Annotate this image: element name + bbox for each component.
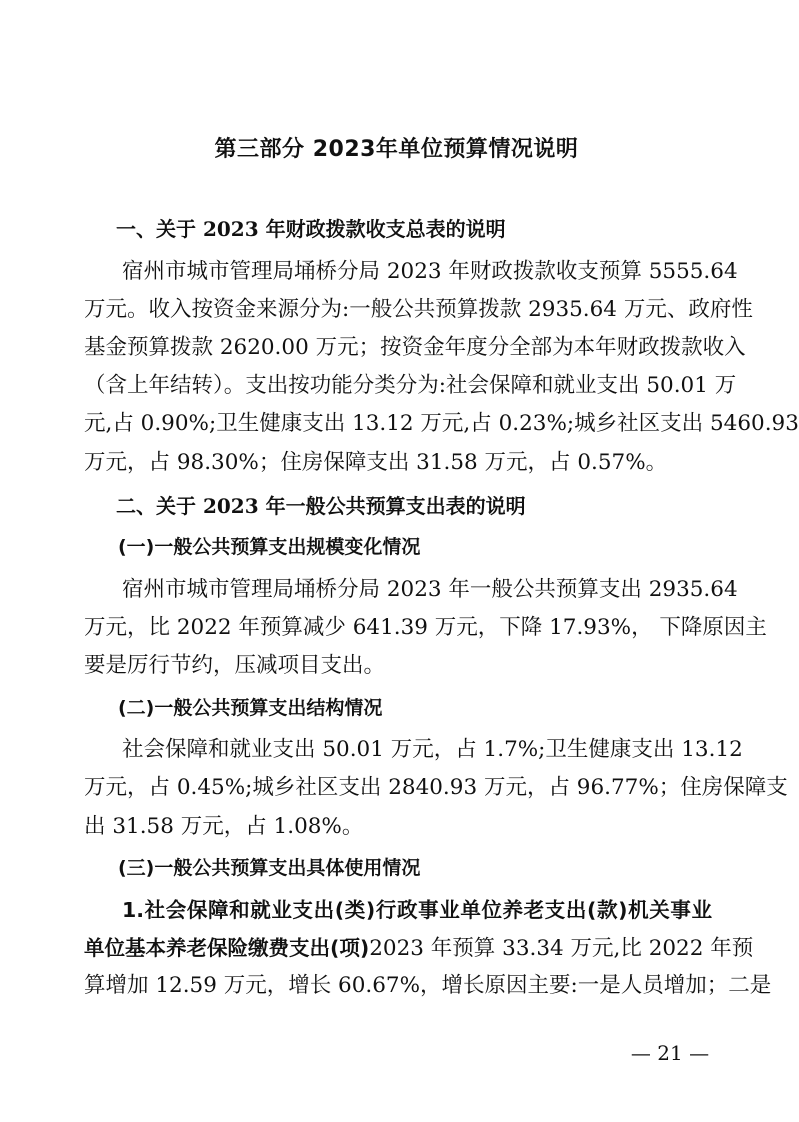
section2-sub3-item1-line-3: 算增加 12.59 万元，增长 60.67%，增长原因主要:一是人员增加；二是 — [84, 973, 772, 998]
section1-line-4: （含上年结转）。支出按功能分类分为:社会保障和就业支出 50.01 万 — [84, 373, 737, 398]
section1-line-3: 基金预算拨款 2620.00 万元；按资金年度分全部为本年财政拨款收入 — [84, 335, 746, 360]
section2-sub1-line-2: 万元，比 2022 年预算减少 641.39 万元，下降 17.93%， 下降原因主 — [84, 615, 767, 640]
section1-line-5: 元,占 0.90%;卫生健康支出 13.12 万元,占 0.23%;城乡社区支出 5460.93 — [84, 411, 799, 436]
section2-sub2-line-3: 出 31.58 万元，占 1.08%。 — [84, 814, 364, 839]
section2-sub1-line-1: 宿州市城市管理局埇桥分局 2023 年一般公共预算支出 2935.64 — [122, 577, 738, 602]
item1-bold-title: 1.社会保障和就业支出(类)行政事业单位养老支出(款)机关事业 — [122, 898, 712, 922]
section2-sub2-line-1: 社会保障和就业支出 50.01 万元，占 1.7%;卫生健康支出 13.12 — [122, 737, 743, 762]
section2-sub1-line-3: 要是厉行节约，压减项目支出。 — [84, 653, 386, 678]
item1-bold-subtitle: 单位基本养老保险缴费支出(项) — [84, 936, 370, 960]
section2-heading: 二、关于 2023 年一般公共预算支出表的说明 — [116, 494, 526, 518]
section1-line-2: 万元。收入按资金来源分为:一般公共预算拨款 2935.64 万元、政府性 — [84, 297, 753, 322]
section2-sub3-item1-line-2 — [84, 929, 754, 967]
section1-heading: 一、关于 2023 年财政拨款收支总表的说明 — [116, 217, 506, 241]
page-title: 第三部分 2023年单位预算情况说明 — [214, 137, 579, 162]
section1-line-1: 宿州市城市管理局埇桥分局 2023 年财政拨款收支预算 5555.64 — [122, 259, 738, 284]
item1-budget-text: 2023 年预算 33.34 万元,比 2022 年预 — [369, 936, 754, 961]
section2-sub1-heading: (一)一般公共预算支出规模变化情况 — [118, 536, 421, 558]
page-number: — 21 — — [630, 1041, 710, 1065]
section1-line-6: 万元，占 98.30%；住房保障支出 31.58 万元，占 0.57%。 — [84, 450, 668, 475]
section2-sub2-heading: (二)一般公共预算支出结构情况 — [118, 697, 383, 719]
section2-sub3-heading: (三)一般公共预算支出具体使用情况 — [118, 857, 421, 879]
section2-sub2-line-2: 万元，占 0.45%;城乡社区支出 2840.93 万元，占 96.77%；住房保障支 — [84, 775, 788, 800]
section2-sub3-item1-line-1 — [122, 891, 712, 929]
